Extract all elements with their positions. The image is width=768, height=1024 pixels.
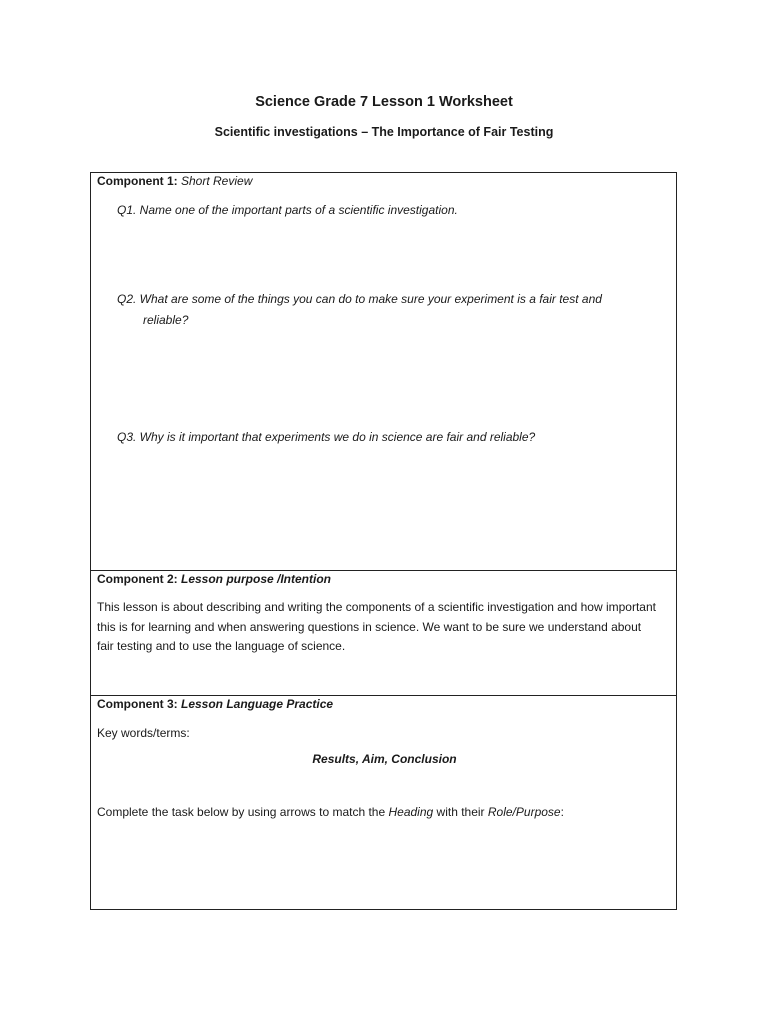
task-text-prefix: Complete the task below by using arrows to match the: [97, 805, 389, 819]
lesson-purpose-text: This lesson is about describing and writing the components of a scientific investigation and how important this is for learning and when answering questions in science. We want to be sure we understand about fair testing and to use the language of science.: [97, 600, 656, 653]
key-words-label: Key words/terms:: [97, 726, 190, 740]
worksheet-subtitle: Scientific investigations – The Importance of Fair Testing: [214, 125, 554, 139]
task-role-term: Role/Purpose: [487, 805, 561, 819]
component-language-practice: [91, 695, 676, 909]
worksheet-title: Science Grade 7 Lesson 1 Worksheet: [255, 94, 513, 110]
component-label: Component 1:: [97, 174, 181, 188]
component-heading: [97, 697, 333, 711]
component-heading: [97, 572, 331, 586]
component-label: Component 3:: [97, 697, 181, 711]
component-short-review: [91, 173, 676, 570]
component-title: Lesson purpose /Intention: [181, 572, 332, 586]
worksheet-table: [90, 172, 677, 910]
component-title: Lesson Language Practice: [181, 697, 334, 711]
task-text-middle: with their: [433, 805, 488, 819]
task-instruction: [97, 805, 564, 819]
component-label: Component 2:: [97, 572, 181, 586]
question-2-line-1: Q2. What are some of the things you can do to make sure your experiment is a fair test and: [117, 292, 602, 306]
question-3: Q3. Why is it important that experiments we do in science are fair and reliable?: [117, 430, 536, 444]
task-text-suffix: :: [560, 805, 564, 819]
question-1: Q1. Name one of the important parts of a scientific investigation.: [117, 203, 458, 217]
task-heading-term: Heading: [388, 805, 434, 819]
question-2: [117, 289, 657, 331]
component-heading: [97, 174, 252, 188]
component-lesson-purpose: [91, 570, 676, 695]
component-title: Short Review: [181, 174, 253, 188]
key-words-list: Results, Aim, Conclusion: [312, 752, 457, 766]
question-2-line-2: reliable?: [143, 313, 189, 327]
